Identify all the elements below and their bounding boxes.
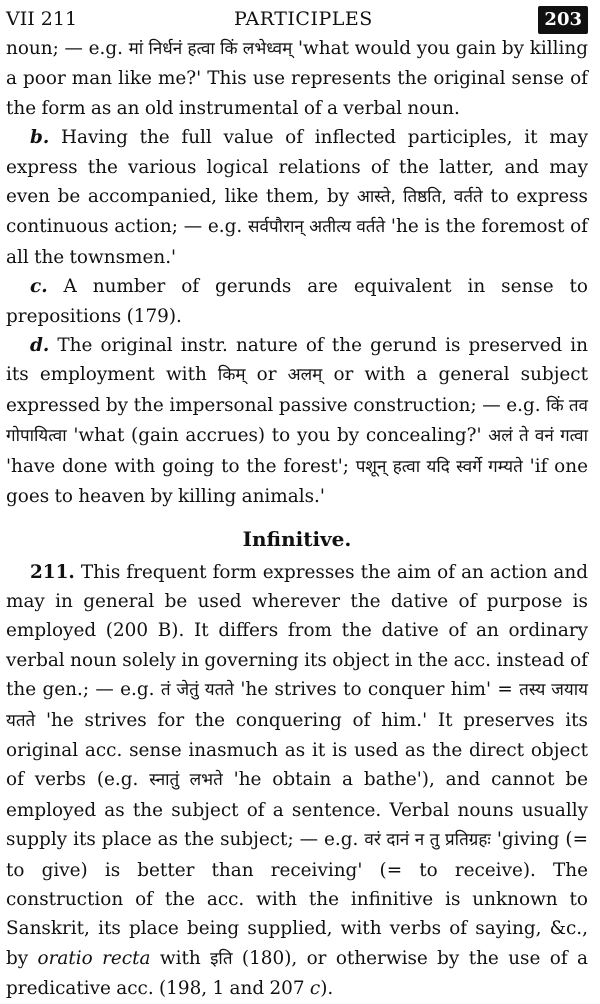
text-span: 'what would you gain by killing a poor man like me?' This use represents the original sense of the form as an old instrumental of a verbal noun.	[6, 38, 589, 119]
text-span: to express continuous action; — e.g.	[6, 186, 588, 238]
paragraph-d	[6, 331, 588, 511]
sanskrit-example: तं जेतुं यतते	[160, 680, 234, 701]
running-head	[6, 4, 588, 34]
sanskrit-example: अलं ते वनं गत्वा	[488, 426, 589, 447]
chapter-title: PARTICIPLES	[234, 8, 373, 30]
section-heading: Infinitive.	[242, 526, 352, 551]
text-span: This frequent form expresses the aim of an action and may in general be used wherever the dative of purpose is employed (200 B). It differs from the dative of an ordinary verbal noun solely in governing its object in the acc. instead of the gen.; — e.g.	[6, 561, 588, 701]
sanskrit-example: अलम्	[287, 365, 323, 386]
sanskrit-example: किम्	[217, 365, 246, 386]
sanskrit-example: इति	[210, 948, 233, 969]
page-number: 203	[538, 6, 588, 34]
text-span: 'he strives to conquer him' =	[233, 679, 520, 701]
text-span: A number of gerunds are equivalent in sense to prepositions (179).	[6, 276, 588, 327]
text-span: noun; — e.g.	[6, 38, 129, 59]
paragraph-c	[6, 272, 588, 331]
text-span: with	[150, 947, 211, 969]
latin-term: oratio recta	[37, 947, 151, 969]
text-span: 'he obtain a bathe'), and cannot be employed as the subject of a sentence. Verbal nouns usually supply its place as the subject; — e.g.	[6, 769, 588, 851]
sanskrit-example: पशून् हत्वा यदि स्वर्गे गम्यते	[355, 456, 523, 477]
section-reference: VII 211	[6, 8, 78, 30]
sanskrit-example: आस्ते, तिष्ठति, वर्तते	[356, 187, 483, 208]
text-span: 'if one goes to heaven by killing animals.'	[6, 455, 588, 508]
text-span: ).	[320, 978, 334, 1000]
sanskrit-example: वरं दानं न तु प्रतिग्रहः	[364, 830, 491, 851]
text-span: Having the full value of inflected participles, it may express the various logical relations of the latter, and may even be accompanied, like them, by	[6, 127, 588, 208]
paragraph-211	[6, 558, 588, 1004]
paragraph-label: c.	[30, 276, 48, 298]
paragraph-label: b.	[30, 127, 50, 149]
text-span: The original instr. nature of the gerund is preserved in its employment with	[6, 335, 588, 386]
text-span: 'giving (= to give) is better than receiving' (= to receive). The construction of the acc. with the infinitive is unknown to Sanskrit, its place being supplied, with verbs of saying, &c., by	[6, 829, 589, 969]
text-span: 'he strives for the conquering of him.' It preserves its original acc. sense inasmuch as it is used as the direct object of verbs (e.g.	[6, 709, 588, 791]
text-span: or	[245, 364, 288, 386]
paragraph-continuation	[6, 34, 588, 123]
text-span: (180), or otherwise by the use of a predicative acc. (198, 1 and 207	[6, 947, 588, 1000]
subsection-letter: c	[309, 978, 321, 1000]
text-span: 'what (gain accrues) to you by concealing?'	[66, 425, 489, 447]
text-span: or with a general subject expressed by the impersonal passive construction; — e.g.	[6, 364, 588, 416]
sanskrit-example: मां निर्धनं हत्वा किं लभेध्वम्	[128, 39, 293, 59]
sanskrit-example: तस्य जयाय यतते	[6, 680, 588, 731]
sanskrit-example: स्नातुं लभते	[149, 770, 223, 791]
sanskrit-example: किं तव गोपायित्वा	[6, 395, 588, 447]
paragraph-number: 211.	[30, 561, 75, 583]
paragraph-b	[6, 123, 588, 272]
paragraph-label: d.	[30, 335, 50, 357]
text-span: 'have done with going to the forest';	[6, 455, 356, 477]
sanskrit-example: सर्वपौरान् अतीत्य वर्तते	[248, 217, 386, 238]
text-span: 'he is the foremost of all the townsmen.'	[6, 216, 588, 268]
